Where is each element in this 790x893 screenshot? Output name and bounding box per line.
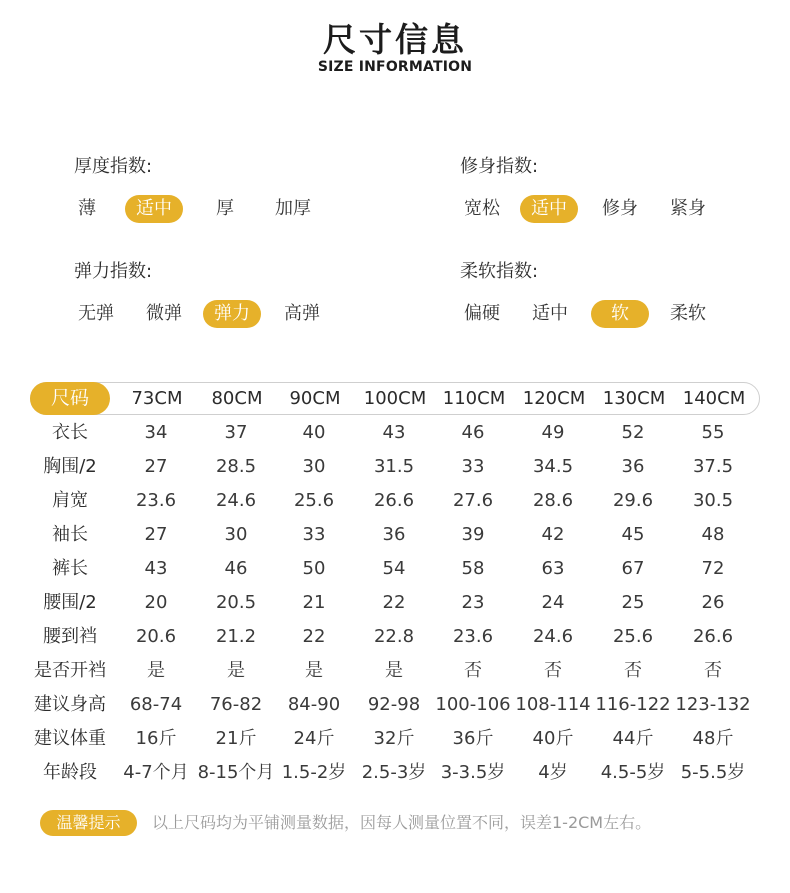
row-label: 建议体重 <box>34 728 106 749</box>
index-options <box>460 300 790 328</box>
table-cell: 43 <box>144 558 168 579</box>
table-cell: 67 <box>621 558 645 579</box>
index-option: 无弹 <box>78 303 114 324</box>
table-cell: 45 <box>621 524 645 545</box>
table-cell: 否 <box>464 660 482 681</box>
page-subtitle: SIZE INFORMATION <box>317 59 473 75</box>
table-cell: 24.6 <box>215 490 257 511</box>
table-cell: 20 <box>144 592 168 613</box>
table-cell: 是 <box>147 660 165 681</box>
table-row <box>30 688 760 722</box>
size-column-header: 110CM <box>442 388 506 409</box>
row-label: 裤长 <box>52 558 88 579</box>
row-label: 胸围/2 <box>43 456 97 477</box>
table-cell: 1.5-2岁 <box>281 762 347 783</box>
table-cell: 58 <box>461 558 485 579</box>
table-cell: 37 <box>224 422 248 443</box>
table-cell: 108-114 <box>515 694 591 715</box>
table-cell: 34 <box>144 422 168 443</box>
tip-badge: 温馨提示 <box>40 810 137 836</box>
index-option-selected: 弹力 <box>203 300 261 328</box>
table-row <box>30 518 760 552</box>
index-option: 微弹 <box>146 303 182 324</box>
row-label: 肩宽 <box>52 490 88 511</box>
table-cell: 36 <box>382 524 406 545</box>
table-cell: 33 <box>461 456 485 477</box>
table-cell: 26.6 <box>692 626 734 647</box>
table-cell: 23 <box>461 592 485 613</box>
table-cell: 3-3.5岁 <box>440 762 506 783</box>
table-cell: 25.6 <box>293 490 335 511</box>
table-cell: 2.5-3岁 <box>361 762 427 783</box>
size-column-header: 73CM <box>131 388 183 409</box>
size-column-header: 90CM <box>289 388 341 409</box>
table-cell: 84-90 <box>287 694 341 715</box>
table-cell: 50 <box>302 558 326 579</box>
table-cell: 54 <box>382 558 406 579</box>
table-cell: 40斤 <box>532 728 574 749</box>
table-cell: 68-74 <box>129 694 183 715</box>
table-row <box>30 450 760 484</box>
table-cell: 49 <box>541 422 565 443</box>
index-option: 薄 <box>78 198 96 219</box>
table-cell: 否 <box>704 660 722 681</box>
index-option: 高弹 <box>284 303 320 324</box>
row-label: 袖长 <box>52 524 88 545</box>
row-label: 衣长 <box>52 422 88 443</box>
table-cell: 4.5-5岁 <box>600 762 666 783</box>
table-cell: 48斤 <box>692 728 734 749</box>
table-cell: 24斤 <box>293 728 335 749</box>
index-title: 柔软指数: <box>460 261 539 282</box>
table-row <box>30 654 760 688</box>
page-title: 尺寸信息 <box>323 20 467 59</box>
table-row <box>30 722 760 756</box>
index-options <box>460 195 790 223</box>
index-option: 紧身 <box>670 198 706 219</box>
size-column-header: 120CM <box>522 388 586 409</box>
table-cell: 31.5 <box>373 456 415 477</box>
table-cell: 25.6 <box>612 626 654 647</box>
softness-index <box>460 259 790 328</box>
index-option-selected: 适中 <box>125 195 183 223</box>
size-column-header: 80CM <box>211 388 263 409</box>
table-cell: 27 <box>144 524 168 545</box>
table-cell: 5-5.5岁 <box>680 762 746 783</box>
table-cell: 30 <box>302 456 326 477</box>
index-option: 修身 <box>602 198 638 219</box>
table-cell: 27 <box>144 456 168 477</box>
table-cell: 100-106 <box>435 694 511 715</box>
table-cell: 是 <box>305 660 323 681</box>
table-cell: 否 <box>544 660 562 681</box>
index-option: 适中 <box>532 303 568 324</box>
table-cell: 37.5 <box>692 456 734 477</box>
size-column-header: 130CM <box>602 388 666 409</box>
fit-index <box>460 154 790 223</box>
index-options <box>74 300 414 328</box>
thickness-index <box>74 154 414 223</box>
elasticity-index <box>74 259 414 328</box>
table-cell: 36斤 <box>452 728 494 749</box>
table-cell: 是 <box>227 660 245 681</box>
table-cell: 否 <box>624 660 642 681</box>
table-cell: 30 <box>224 524 248 545</box>
table-cell: 21 <box>302 592 326 613</box>
size-table-body <box>30 416 760 790</box>
table-cell: 23.6 <box>135 490 177 511</box>
table-cell: 92-98 <box>367 694 421 715</box>
size-column-header: 140CM <box>682 388 746 409</box>
table-cell: 28.6 <box>532 490 574 511</box>
table-cell: 34.5 <box>532 456 574 477</box>
size-column-header: 100CM <box>363 388 427 409</box>
table-cell: 46 <box>461 422 485 443</box>
table-row <box>30 586 760 620</box>
table-cell: 21.2 <box>215 626 257 647</box>
table-cell: 24.6 <box>532 626 574 647</box>
row-label: 腰围/2 <box>43 592 97 613</box>
table-cell: 72 <box>701 558 725 579</box>
table-cell: 4-7个月 <box>123 762 189 783</box>
table-cell: 116-122 <box>595 694 671 715</box>
index-option-selected: 软 <box>591 300 649 328</box>
table-cell: 44斤 <box>612 728 654 749</box>
index-title: 弹力指数: <box>74 261 153 282</box>
table-cell: 22 <box>382 592 406 613</box>
table-cell: 24 <box>541 592 565 613</box>
table-row <box>30 416 760 450</box>
index-title: 厚度指数: <box>74 156 153 177</box>
index-options <box>74 195 414 223</box>
table-row <box>30 756 760 790</box>
table-cell: 43 <box>382 422 406 443</box>
table-cell: 26 <box>701 592 725 613</box>
table-cell: 33 <box>302 524 326 545</box>
row-label: 腰到裆 <box>43 626 97 647</box>
table-cell: 123-132 <box>675 694 751 715</box>
size-header-label: 尺码 <box>30 382 110 415</box>
table-cell: 32斤 <box>373 728 415 749</box>
table-cell: 20.6 <box>135 626 177 647</box>
table-cell: 4岁 <box>538 762 568 783</box>
index-option: 宽松 <box>464 198 500 219</box>
index-option: 厚 <box>216 198 234 219</box>
table-cell: 8-15个月 <box>197 762 275 783</box>
table-cell: 27.6 <box>452 490 494 511</box>
table-cell: 46 <box>224 558 248 579</box>
table-cell: 55 <box>701 422 725 443</box>
table-cell: 40 <box>302 422 326 443</box>
row-label: 年龄段 <box>43 762 97 783</box>
row-label: 是否开裆 <box>34 660 106 681</box>
table-cell: 36 <box>621 456 645 477</box>
table-cell: 28.5 <box>215 456 257 477</box>
table-cell: 39 <box>461 524 485 545</box>
table-cell: 26.6 <box>373 490 415 511</box>
tip-text: 以上尺码均为平铺测量数据，因每人测量位置不同，误差1-2CM左右。 <box>152 813 652 832</box>
table-cell: 29.6 <box>612 490 654 511</box>
index-option-selected: 适中 <box>520 195 578 223</box>
table-cell: 25 <box>621 592 645 613</box>
table-row <box>30 620 760 654</box>
table-cell: 22 <box>302 626 326 647</box>
table-cell: 是 <box>385 660 403 681</box>
index-option: 偏硬 <box>464 303 500 324</box>
table-row <box>30 484 760 518</box>
size-table <box>30 382 760 790</box>
table-cell: 42 <box>541 524 565 545</box>
index-title: 修身指数: <box>460 156 539 177</box>
index-option: 加厚 <box>275 198 311 219</box>
size-header-row <box>30 382 760 415</box>
table-cell: 20.5 <box>215 592 257 613</box>
table-cell: 63 <box>541 558 565 579</box>
table-cell: 30.5 <box>692 490 734 511</box>
table-cell: 48 <box>701 524 725 545</box>
table-cell: 21斤 <box>215 728 257 749</box>
index-option: 柔软 <box>670 303 706 324</box>
table-cell: 16斤 <box>135 728 177 749</box>
row-label: 建议身高 <box>34 694 106 715</box>
table-row <box>30 552 760 586</box>
table-cell: 76-82 <box>209 694 263 715</box>
table-cell: 22.8 <box>373 626 415 647</box>
table-cell: 52 <box>621 422 645 443</box>
table-cell: 23.6 <box>452 626 494 647</box>
